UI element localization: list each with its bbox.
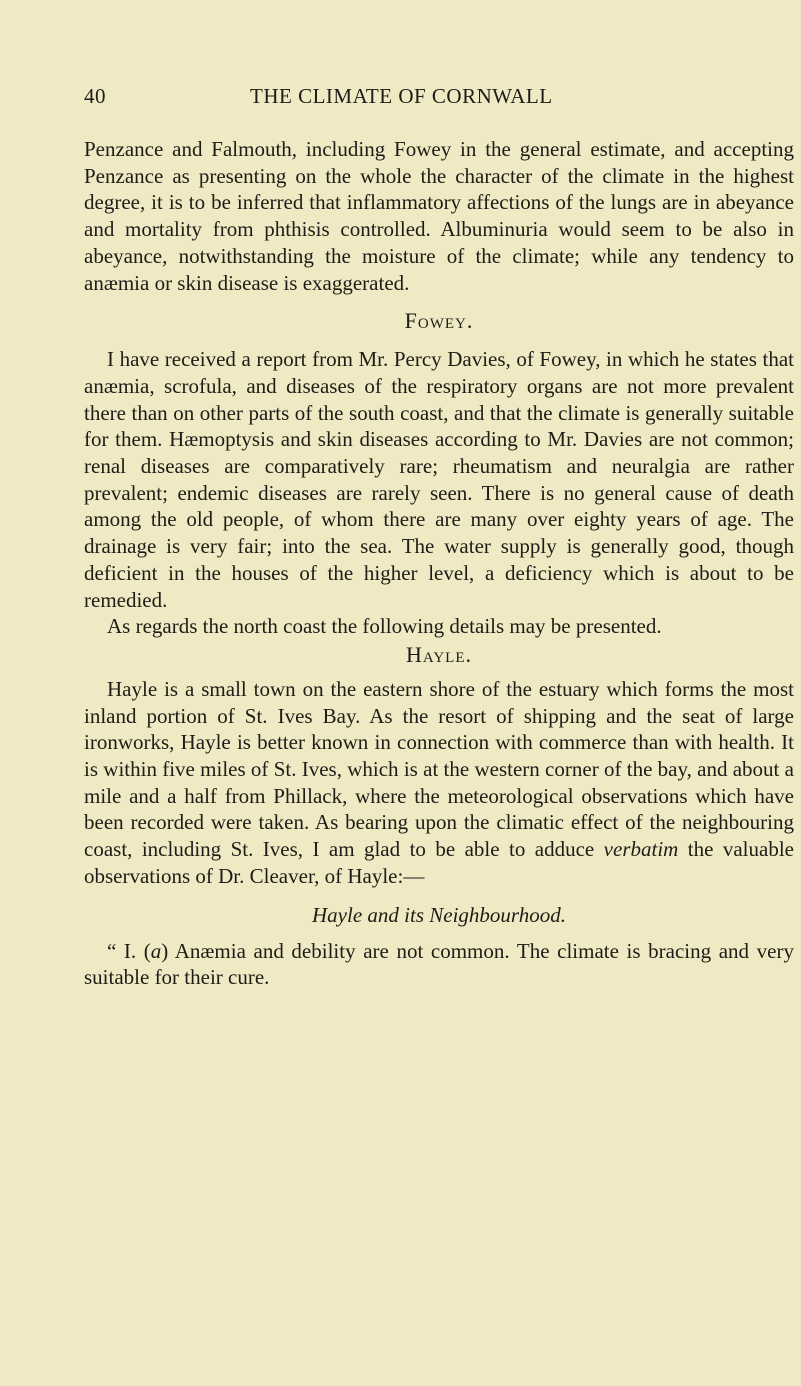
quote-letter: a xyxy=(150,938,162,963)
subheading-hayle-neighbourhood: Hayle and its Neighbourhood. xyxy=(312,902,566,927)
section-heading-hayle: Hayle. xyxy=(405,641,472,667)
hayle-text-before: Hayle is a small town on the eastern shore of the estuary which forms the most inland portion of St. Ives Bay. As the resort of shipping and the seat of large ironworks, Hayle is better known in connection with commerce than with health. It is within five miles of St. Ives, which is at the western corner of the bay, and about a mile and a half from Phillack, where the meteorological observations which have been recorded were taken. As bearing upon the climatic effect of the neighbouring coast, including St. Ives, I am glad to be able to adduce xyxy=(84,676,794,862)
paragraph-north-coast: As regards the north coast the following details may be presented. xyxy=(107,614,662,639)
book-page xyxy=(84,84,794,991)
hayle-verbatim: verbatim xyxy=(603,837,679,862)
running-head xyxy=(84,84,794,118)
hayle-text-after: the valuable observations of Dr. Cleaver, of Hayle:— xyxy=(84,837,794,888)
paragraph-penzance-falmouth: Penzance and Falmouth, including Fowey in the general estimate, and accepting Penzance as presenting on the whole the character of the climate in the highest degree, it is to be inferred that inflammatory affections of the lungs are in abeyance and mortality from phthisis controlled. Albuminuria would seem to be also in abeyance, notwithstanding the moisture of the climate; while any tendency to anæmia or skin disease is exaggerated. xyxy=(84,137,794,295)
section-heading-fowey: Fowey. xyxy=(404,308,474,334)
quote-rest: ) Anæmia and debility are not common. The climate is bracing and very suitable for their cure. xyxy=(84,938,794,990)
paragraph-quote-anaemia xyxy=(84,938,794,991)
quote-open: “ I. ( xyxy=(107,938,151,963)
paragraph-fowey-report: I have received a report from Mr. Percy Davies, of Fowey, in which he states that anæmia, scrofula, and diseases of the respiratory organs are not more prevalent there than on other parts of the south coast, and that the climate is generally suitable for them. Hæmoptysis and skin diseases according to Mr. Davies are not common; renal diseases are comparatively rare; rheumatism and neuralgia are rather prevalent; endemic diseases are rarely seen. There is no general cause of death among the old people, of whom there are many over eighty years of age. The drainage is very fair; into the sea. The water supply is generally good, though deficient in the houses of the higher level, a deficiency which is about to be remedied. xyxy=(84,347,794,612)
paragraph-hayle xyxy=(84,676,794,890)
running-title: THE CLIMATE OF CORNWALL xyxy=(250,84,553,108)
page-number: 40 xyxy=(84,84,106,108)
